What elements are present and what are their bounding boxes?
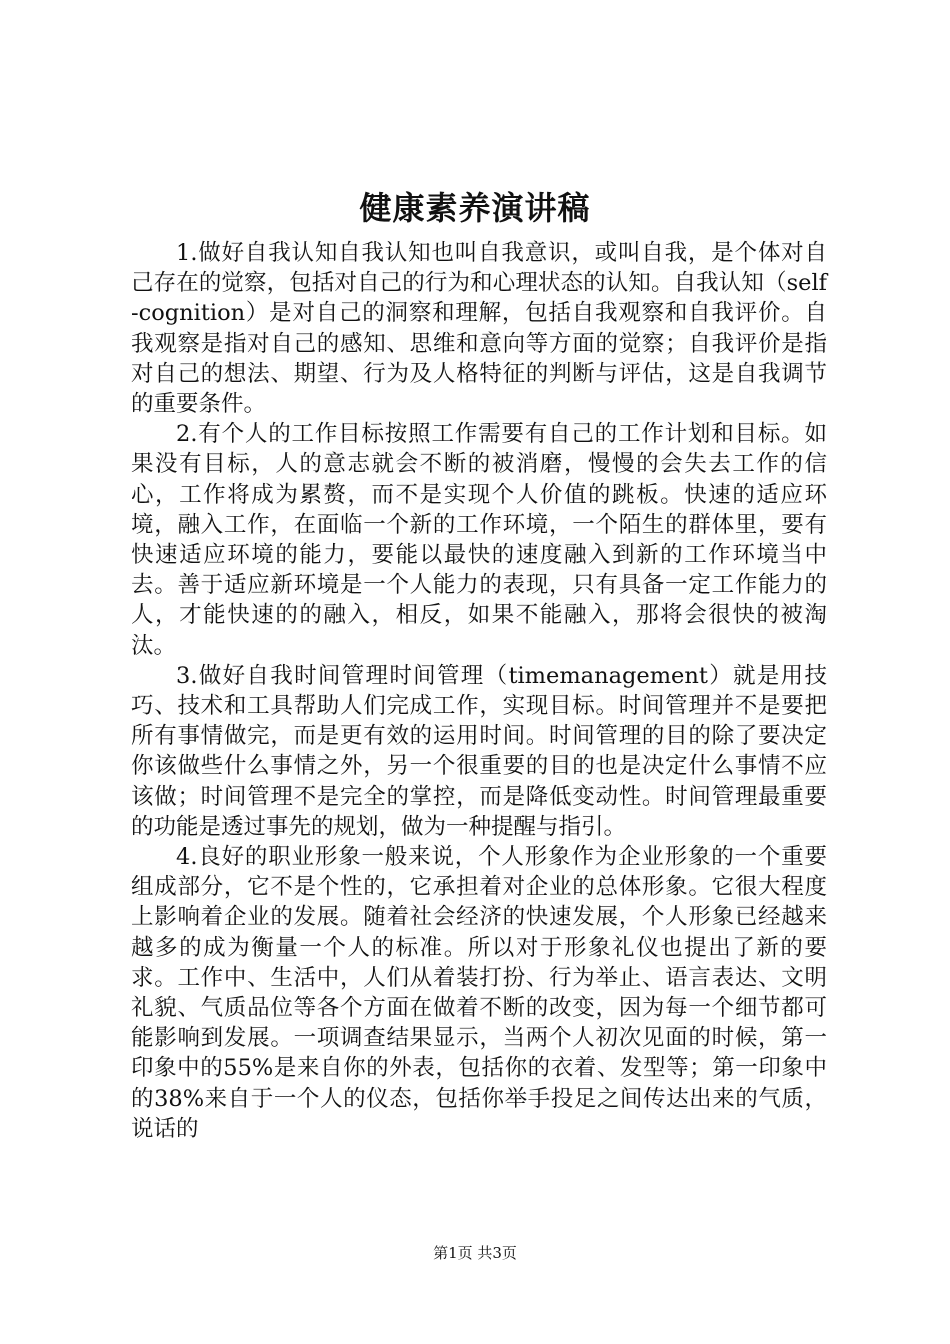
- document-body: [131, 238, 827, 1144]
- paragraph-1: 1.做好自我认知自我认知也叫自我意识，或叫自我，是个体对自己存在的觉察，包括对自己的行为和心理状态的认知。自我认知（self-cognition）是对自己的洞察和理解，包括自我观察和自我评价。自我观察是指对自己的感知、思维和意向等方面的觉察；自我评价是指对自己的想法、期望、行为及人格特征的判断与评估，这是自我调节的重要条件。: [131, 240, 827, 418]
- paragraph-4: 4.良好的职业形象一般来说，个人形象作为企业形象的一个重要组成部分，它不是个性的，它承担着对企业的总体形象。它很大程度上影响着企业的发展。随着社会经济的快速发展，个人形象已经越来越多的成为衡量一个人的标准。所以对于形象礼仪也提出了新的要求。工作中、生活中，人们从着装打扮、行为举止、语言表达、文明礼貌、气质品位等各个方面在做着不断的改变，因为每一个细节都可能影响到发展。一项调查结果显示，当两个人初次见面的时候，第一印象中的55%是来自你的外表，包括你的衣着、发型等；第一印象中的38%来自于一个人的仪态，包括你举手投足之间传达出来的气质，说话的: [131, 844, 827, 1142]
- page-number-footer: 第1页 共3页: [433, 1244, 517, 1262]
- paragraph-3: 3.做好自我时间管理时间管理（timemanagement）就是用技巧、技术和工具帮助人们完成工作，实现目标。时间管理并不是要把所有事情做完，而是更有效的运用时间。时间管理的目的除了要决定你该做些什么事情之外，另一个很重要的目的也是决定什么事情不应该做；时间管理不是完全的掌控，而是降低变动性。时间管理最重要的功能是透过事先的规划，做为一种提醒与指引。: [131, 662, 827, 840]
- document-title: 健康素养演讲稿: [359, 189, 591, 227]
- paragraph-2: 2.有个人的工作目标按照工作需要有自己的工作计划和目标。如果没有目标，人的意志就会不断的被消磨，慢慢的会失去工作的信心，工作将成为累赘，而不是实现个人价值的跳板。快速的适应环境，融入工作，在面临一个新的工作环境，一个陌生的群体里，要有快速适应环境的能力，要能以最快的速度融入到新的工作环境当中去。善于适应新环境是一个人能力的表现，只有具备一定工作能力的人，才能快速的的融入，相反，如果不能融入，那将会很快的被淘汰。: [131, 421, 827, 659]
